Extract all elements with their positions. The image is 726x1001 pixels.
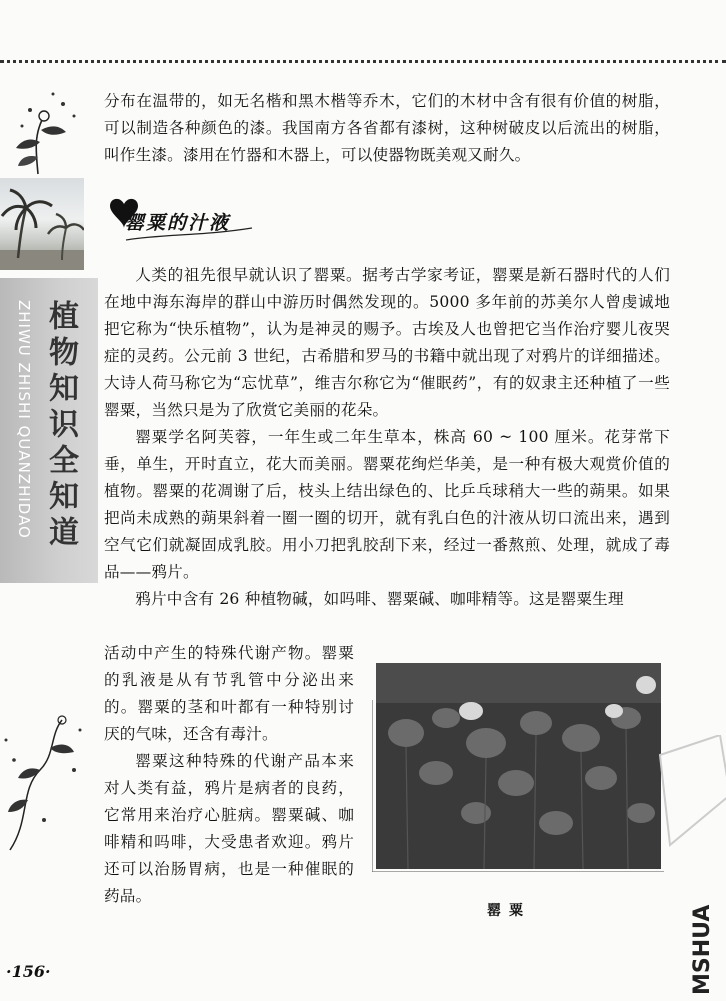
palm-tree-icon: [0, 178, 84, 270]
left-decorative-strip: [0, 0, 95, 1001]
section-title: 罂粟的汁液: [125, 212, 231, 234]
watermark-badge-icon: [650, 735, 726, 855]
watermark-text: MSHUA: [690, 904, 715, 995]
palm-beach-thumbnail: [0, 178, 84, 270]
wrapped-text-column: [104, 640, 354, 910]
paragraph-botany: 罂粟学名阿芙蓉，一年生或二年生草本，株高 60 ~ 100 厘米。花芽常下垂，单生，开时直立，花大而美丽。罂粟花绚烂华美，是一种有极大观赏价值的植物。罂粟的花凋谢了后，枝头上结出绿色的、比乒乓球稍大一些的蒴果。如果把尚未成熟的蒴果斜着一圈一圈的切开，就有乳白色的汁液从切口流出来，遇到空气它们就凝固成乳胶。用小刀把乳胶刮下来，经过一番熬煎、处理，就成了毒品——鸦片。: [104, 428, 670, 581]
page-number: ·156·: [6, 962, 51, 981]
side-latin-title: ZHIWU ZHISHI QUANZHIDAO: [15, 300, 33, 539]
top-dotted-rule: [0, 60, 726, 63]
paragraph-alkaloids-first-line: 鸦片中含有 26 种植物碱，如吗啡、罂粟碱、咖啡精等。这是罂粟生理: [135, 590, 624, 608]
paragraph-alkaloids-continued: 活动中产生的特殊代谢产物。罂粟的乳液是从有节乳管中分泌出来的。罂粟的茎和叶都有一种特别讨厌的气味，还含有毒汁。: [104, 644, 354, 743]
poppy-photo: [376, 663, 661, 869]
floral-sprig-icon: [8, 82, 88, 177]
intro-paragraph: 分布在温带的，如无名楷和黑木楷等乔木，它们的木材中含有很有价值的树脂，可以制造各种颜色的漆。我国南方各省都有漆树，这种树破皮以后流出的树脂，叫作生漆。漆用在竹器和木器上，可以使器物既美观又耐久。: [104, 92, 670, 164]
paragraph-history: 人类的祖先很早就认识了罂粟。据考古学家考证，罂粟是新石器时代的人们在地中海东海岸的群山中游历时偶然发现的。5000 多年前的苏美尔人曾虔诚地把它称为“快乐植物”，认为是神灵的赐予。古埃及人也曾把它当作治疗婴儿夜哭症的灵药。公元前 3 世纪，古希腊和罗马的书籍中就出现了对鸦片的详细描述。大诗人荷马称它为“忘忧草”，维吉尔称它为“催眠药”，有的奴隶主还种植了一些罂粟，当然只是为了欣赏它美丽的花朵。: [104, 266, 670, 419]
side-book-title: 植物知识全知道: [43, 300, 78, 552]
paragraph-medicine: 罂粟这种特殊的代谢产品本来对人类有益，鸦片是病者的良药，它常用来治疗心脏病。罂粟碱、咖啡精和吗啡，大受患者欢迎。鸦片还可以治肠胃病，也是一种催眠的药品。: [104, 752, 354, 905]
body-paragraphs: [104, 262, 670, 613]
poppy-field-icon: [376, 663, 661, 869]
floral-vine-icon: [0, 700, 90, 860]
photo-caption: 罂粟: [487, 903, 531, 919]
